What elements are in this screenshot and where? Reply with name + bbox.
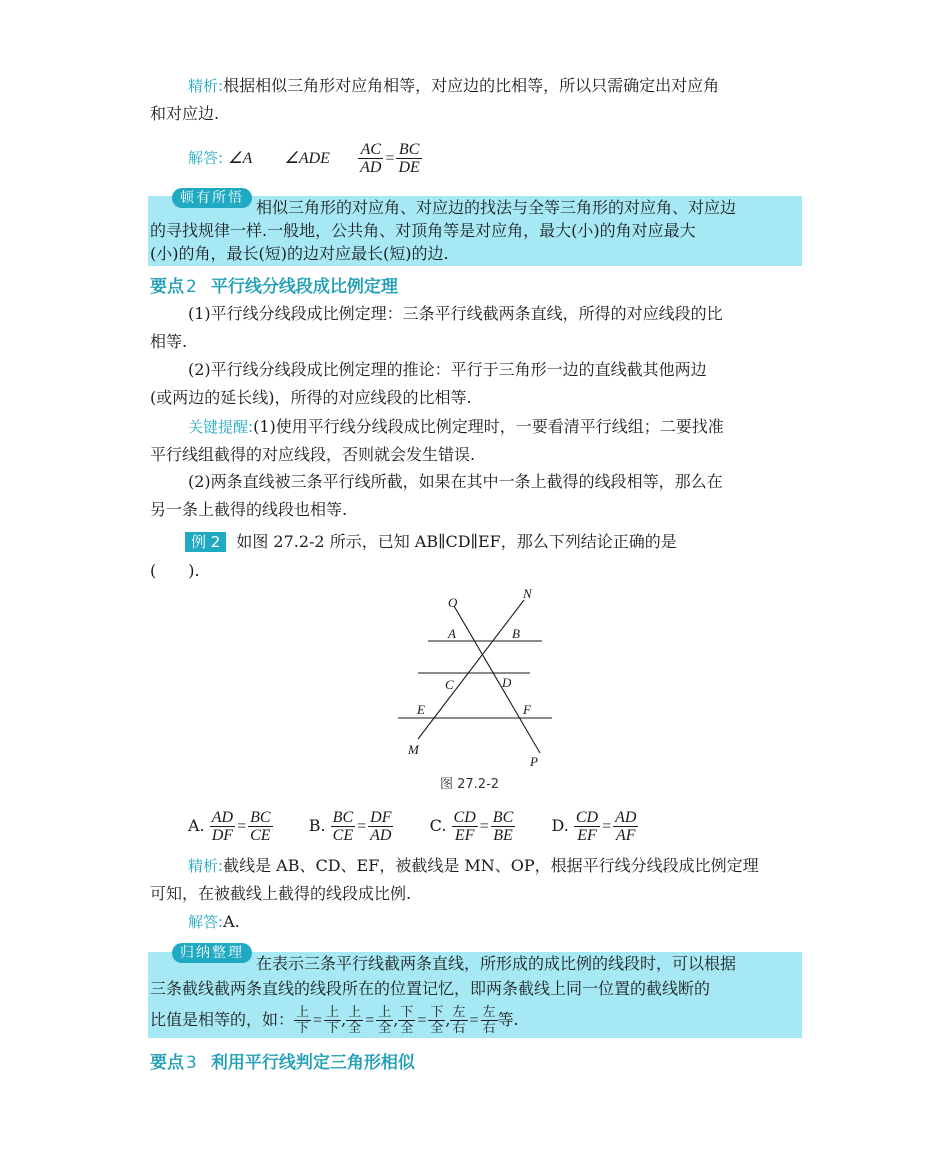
theorem-line-2: 相等. xyxy=(150,332,188,351)
summary-line-3: 比值是相等的，如： $\frac{\text{上}}{\text{下}}$ = $\frac{\text{上}}{\text{下}}$ , $\frac{\text{上}}{\text{全}}$ = $\frac{\text{上}}{\text{全}}$ , $\frac{\text{下}}{\text{全}}$ = $\frac{\text{下}}{\text{全}}$ , $\frac{\text{左}}{\text{右}}$ = $\frac{\text{左}}{\text{右}}$ 等. xyxy=(150,1005,519,1036)
example2-analysis-line-2: 可知，在被截线上截得的线段成比例. xyxy=(150,884,412,903)
label-a: A xyxy=(448,626,456,641)
summary-line-2: 三条截线截两条直线的线段所在的位置记忆，即两条截线上同一位置的截线断的 xyxy=(150,979,711,998)
insight-line-2: 的寻找规律一样.一般地，公共角、对顶角等是对应角，最大(小)的角对应最大 xyxy=(150,221,696,240)
tip2-line-1: (2)两条直线被三条平行线所截，如果在其中一条上截得的线段相等，那么在 xyxy=(188,472,723,491)
point2-heading: 要点 2 平行线分线段成比例定理 xyxy=(150,277,398,297)
point2-title: 平行线分线段成比例定理 xyxy=(210,277,398,297)
figure-caption: 图 27.2-2 xyxy=(440,777,500,792)
answer-fraction-1: $\frac{AC}{AD}$ xyxy=(360,141,382,176)
analysis-line-1: 精析:根据相似三角形对应角相等，对应边的比相等，所以只需确定出对应角 xyxy=(188,76,720,95)
insight-badge: 顿有所悟 xyxy=(172,188,252,208)
option-d: D. $\frac{CD}{EF}$ = $\frac{AD}{AF}$ xyxy=(551,809,637,844)
options-row xyxy=(188,806,638,846)
option-c: C. $\frac{CD}{EF}$ = $\frac{BC}{BE}$ xyxy=(429,809,514,844)
point3-heading: 要点 3 利用平行线判定三角形相似 xyxy=(150,1053,415,1073)
answer-line-1: 解答: ∠A ∠ADE $\frac{AC}{AD}$ = $\frac{BC}{DE}$ xyxy=(188,141,420,176)
summary-badge: 归纳整理 xyxy=(172,943,252,963)
label-n: N xyxy=(523,586,532,601)
answer-fraction-2: $\frac{BC}{DE}$ xyxy=(398,141,420,176)
option-b: B. $\frac{BC}{CE}$ = $\frac{DF}{AD}$ xyxy=(308,809,392,844)
example2-answer: 解答:A. xyxy=(188,912,240,931)
answer-angle-a: ∠A xyxy=(228,150,253,167)
corollary-line-1: (2)平行线分线段成比例定理的推论：平行于三角形一边的直线截其他两边 xyxy=(188,360,707,379)
analysis-line-2: 和对应边. xyxy=(150,104,220,123)
analysis-text-1: 根据相似三角形对应角相等，对应边的比相等，所以只需确定出对应角 xyxy=(223,76,720,95)
figure-27-2-2 xyxy=(390,586,560,772)
label-c: C xyxy=(445,677,454,692)
tip-line-1: 关键提醒:(1)使用平行线分线段成比例定理时，一要看清平行线组；二要找准 xyxy=(188,417,724,436)
analysis-label: 精析 xyxy=(188,77,219,95)
option-a: A. $\frac{AD}{DF}$ = $\frac{BC}{CE}$ xyxy=(188,809,271,844)
example2-question-line-1: 例 2 如图 27.2-2 所示，已知 AB∥CD∥EF，那么下列结论正确的是 xyxy=(185,530,677,554)
tip2-line-2: 另一条上截得的线段也相等. xyxy=(150,500,348,519)
summary-line-1: 在表示三条平行线截两条直线，所形成的成比例的线段时，可以根据 xyxy=(256,954,737,973)
example2-analysis-line-1: 精析:截线是 AB、CD、EF，被截线是 MN、OP，根据平行线分线段成比例定理 xyxy=(188,856,759,875)
insight-line-1: 相似三角形的对应角、对应边的找法与全等三角形的对应角、对应边 xyxy=(256,198,737,217)
label-p: P xyxy=(530,754,538,769)
label-m: M xyxy=(408,742,419,757)
key-tip-label: 关键提醒 xyxy=(188,418,249,436)
theorem-line-1: (1)平行线分线段成比例定理：三条平行线截两条直线，所得的对应线段的比 xyxy=(188,304,723,323)
example2-question-line-2: ( ). xyxy=(150,561,200,580)
label-e: E xyxy=(417,702,425,717)
tip-line-2: 平行线组截得的对应线段，否则就会发生错误. xyxy=(150,445,476,464)
label-d: D xyxy=(502,675,512,690)
corollary-line-2: (或两边的延长线)，所得的对应线段的比相等. xyxy=(150,388,472,407)
label-f: F xyxy=(523,702,531,717)
example2-tag: 例 2 xyxy=(185,532,226,552)
answer-label: 解答 xyxy=(188,149,219,167)
label-b: B xyxy=(512,626,520,641)
line-op xyxy=(454,606,540,753)
point3-title: 利用平行线判定三角形相似 xyxy=(210,1053,415,1073)
answer-angle-ade: ∠ADE xyxy=(284,150,330,167)
insight-line-3: (小)的角，最长(短)的边对应最长(短)的边. xyxy=(150,244,449,263)
label-o: O xyxy=(448,595,458,610)
